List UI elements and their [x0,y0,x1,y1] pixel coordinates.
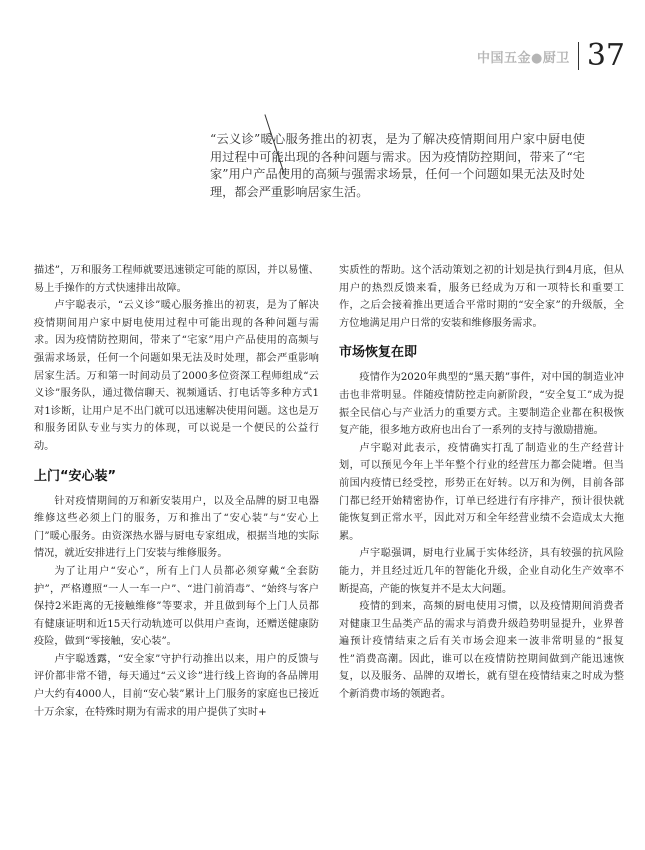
paragraph: 描述”，万和服务工程师就要迅速锁定可能的原因，并以易懂、易上手操作的方式快速排出故障。 [34,265,319,294]
magazine-name: 中国五金●厨卫 [476,50,570,66]
page-number: 37 [586,38,625,73]
paragraph: 为了让用户“安心”，所有上门人员都必须穿戴“全套防护”，严格遵照“一人一车一户”、“进门前消毒”、“始终与客户保持2米距离的无接触维修”等要求，并且做到每个上门人员都有健康证明和近15天行动轨迹可以供用户查询，还赠送健康防疫险，做到“零接触，安心装”。 [34,565,319,648]
pull-quote [184,113,590,233]
left-column [34,262,319,721]
section-title-anxinzhuang: 上门“安心装” [34,468,117,484]
paragraph: 疫情作为2020年典型的“黑天鹅”事件，对中国的制造业冲击也非常明显。伴随疫情防控走向新阶段，“安全复工”成为提振全民信心与产业活力的重要方式。主要制造企业都在积极恢复产能，很多地方政府也出台了一系列的支持与激励措施。 [339,372,624,437]
pull-quote-text: “云义诊”暖心服务推出的初衷，是为了解决疫情期间用户家中厨电使用过程中可能出现的各种问题与需求。因为疫情防控期间，带来了“宅家”用户产品使用的高频与强需求场景，任何一个问题如果无法及时处理，都会严重影响居家生活。 [210,132,585,199]
paragraph: 卢宇聪强调，厨电行业属于实体经济，具有较强的抗风险能力，并且经过近几年的智能化升级，企业自动化生产效率不断提高，产能的恢复并不是太大问题。 [339,548,624,595]
paragraph: 卢宇聪表示，“云义诊”暖心服务推出的初衷，是为了解决疫情期间用户家中厨电使用过程中可能出现的各种问题与需求。因为疫情防控期间，带来了“宅家”用户产品使用的高频与强需求场景，任何一个问题如果无法及时处理，都会严重影响居家生活。万和第一时间动员了2000多位资深工程师组成“云义诊”服务队，通过微信聊天、视频通话、打电话等多种方式1对1诊断，让用户足不出门就可以迅速解决使用问题。这也是万和服务团队专业与实力的体现，可以说是一个便民的公益行动。 [34,300,319,452]
paragraph: 卢宇聪透露，“安全家”守护行动推出以来，用户的反馈与评价都非常不错，每天通过“云义诊”进行线上咨询的各品牌用户大约有4000人，目前“安心装”累计上门服务的家庭也已接近十万余家，在特殊时期为有需求的用户提供了实时+ [34,653,319,718]
paragraph: 卢宇聪对此表示，疫情确实打乱了制造业的生产经营计划，可以预见今年上半年整个行业的经营压力都会陡增。但当前国内疫情已经受控，形势正在好转。以万和为例，目前各部门都已经开始精密协作，订单已经进行有序排产，预计很快就能恢复到正常水平，因此对万和全年经营业绩不会造成太大拖累。 [339,442,624,542]
right-column [339,262,624,704]
paragraph: 疫情的到来，高频的厨电使用习惯，以及疫情期间消费者对健康卫生品类产品的需求与消费升级趋势明显提升，业界普遍预计疫情结束之后有关市场会迎来一波非常明显的“报复性”消费高潮。因此，谁可以在疫情防控期间做到产能迅速恢复，以及服务、品牌的双增长，就有望在疫情结束之时成为整个新消费市场的领跑者。 [339,601,624,701]
section-title-market-recovery: 市场恢复在即 [339,345,418,361]
header-divider [578,42,579,70]
page-header [477,36,625,76]
paragraph: 实质性的帮助。这个活动策划之初的计划是执行到4月底，但从用户的热烈反馈来看，服务已经成为万和一项特长和重要工作，之后会接着推出更适合平常时期的“安全家”的升级版，全方位地满足用户日常的安装和维修服务需求。 [339,265,624,329]
paragraph: 针对疫情期间的万和新安装用户，以及全品牌的厨卫电器维修这些必须上门的服务，万和推出了“安心装”与“安心上门”暖心服务。由资深热水器与厨电专家组成，根据当地的实际情况，就近安排进行上门安装与维修服务。 [34,495,319,560]
